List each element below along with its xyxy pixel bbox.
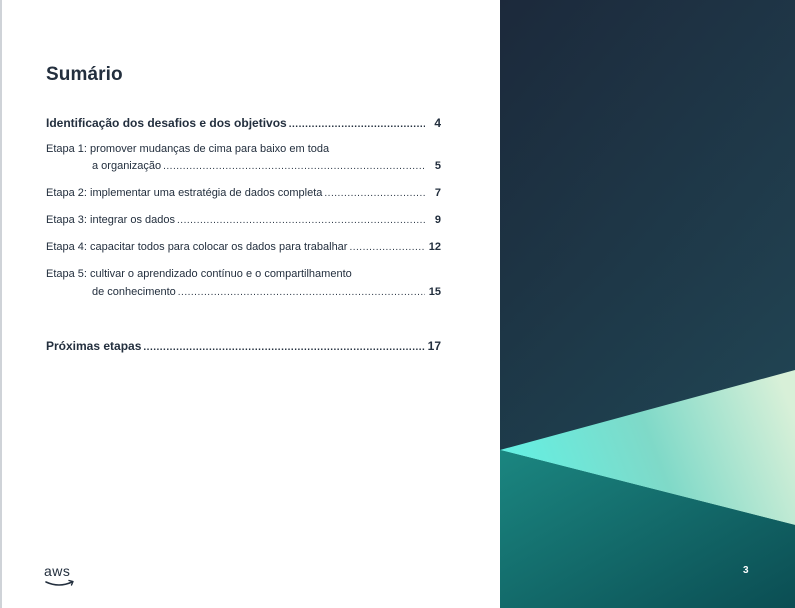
toc-entry-label: Próximas etapas — [46, 339, 142, 353]
toc-entry-page: 12 — [428, 241, 441, 253]
toc-entry-label: de conhecimento — [92, 286, 176, 298]
abstract-background-graphic — [500, 0, 795, 608]
toc-entry-label: Etapa 2: implementar uma estratégia de dados completa — [46, 187, 323, 199]
toc-entry-page: 17 — [427, 339, 441, 353]
toc-entry-step2[interactable] — [46, 187, 441, 199]
toc-entry-page: 15 — [428, 286, 441, 298]
page-title: Sumário — [46, 64, 123, 85]
toc-entry-page: 7 — [434, 187, 441, 199]
toc-leader-dots — [143, 342, 425, 353]
aws-smile-icon — [44, 563, 80, 589]
decorative-panel — [500, 0, 795, 608]
toc-entry-next-steps[interactable] — [46, 339, 441, 353]
toc-leader-dots — [177, 215, 425, 226]
aws-logo — [44, 563, 80, 589]
toc-entry-step1[interactable] — [46, 160, 441, 172]
toc-leader-dots — [163, 161, 425, 172]
toc-leader-dots — [178, 287, 425, 298]
toc-entry-page: 9 — [434, 214, 441, 226]
toc-leader-dots — [289, 119, 425, 130]
toc-entry-step1-line1[interactable]: Etapa 1: promover mudanças de cima para baixo em toda — [46, 143, 330, 155]
page-edge — [0, 0, 2, 608]
toc-entry-step3[interactable] — [46, 214, 441, 226]
page-number: 3 — [743, 565, 749, 576]
toc-entry-label: a organização — [92, 160, 162, 172]
aws-logo-text: aws — [44, 563, 71, 579]
toc-entry-challenges[interactable] — [46, 116, 441, 130]
toc-entry-step4[interactable] — [46, 241, 441, 253]
toc-entry-label: Etapa 4: capacitar todos para colocar os dados para trabalhar — [46, 241, 348, 253]
toc-leader-dots — [324, 188, 425, 199]
toc-entry-label: Identificação dos desafios e dos objetivos — [46, 116, 287, 130]
toc-entry-page: 5 — [434, 160, 441, 172]
toc-entry-label: Etapa 3: integrar os dados — [46, 214, 176, 226]
toc-entry-page: 4 — [434, 116, 441, 130]
toc-entry-step5[interactable] — [46, 286, 441, 298]
toc-entry-step5-line1[interactable]: Etapa 5: cultivar o aprendizado contínuo e o compartilhamento — [46, 268, 352, 280]
toc-leader-dots — [349, 242, 425, 253]
